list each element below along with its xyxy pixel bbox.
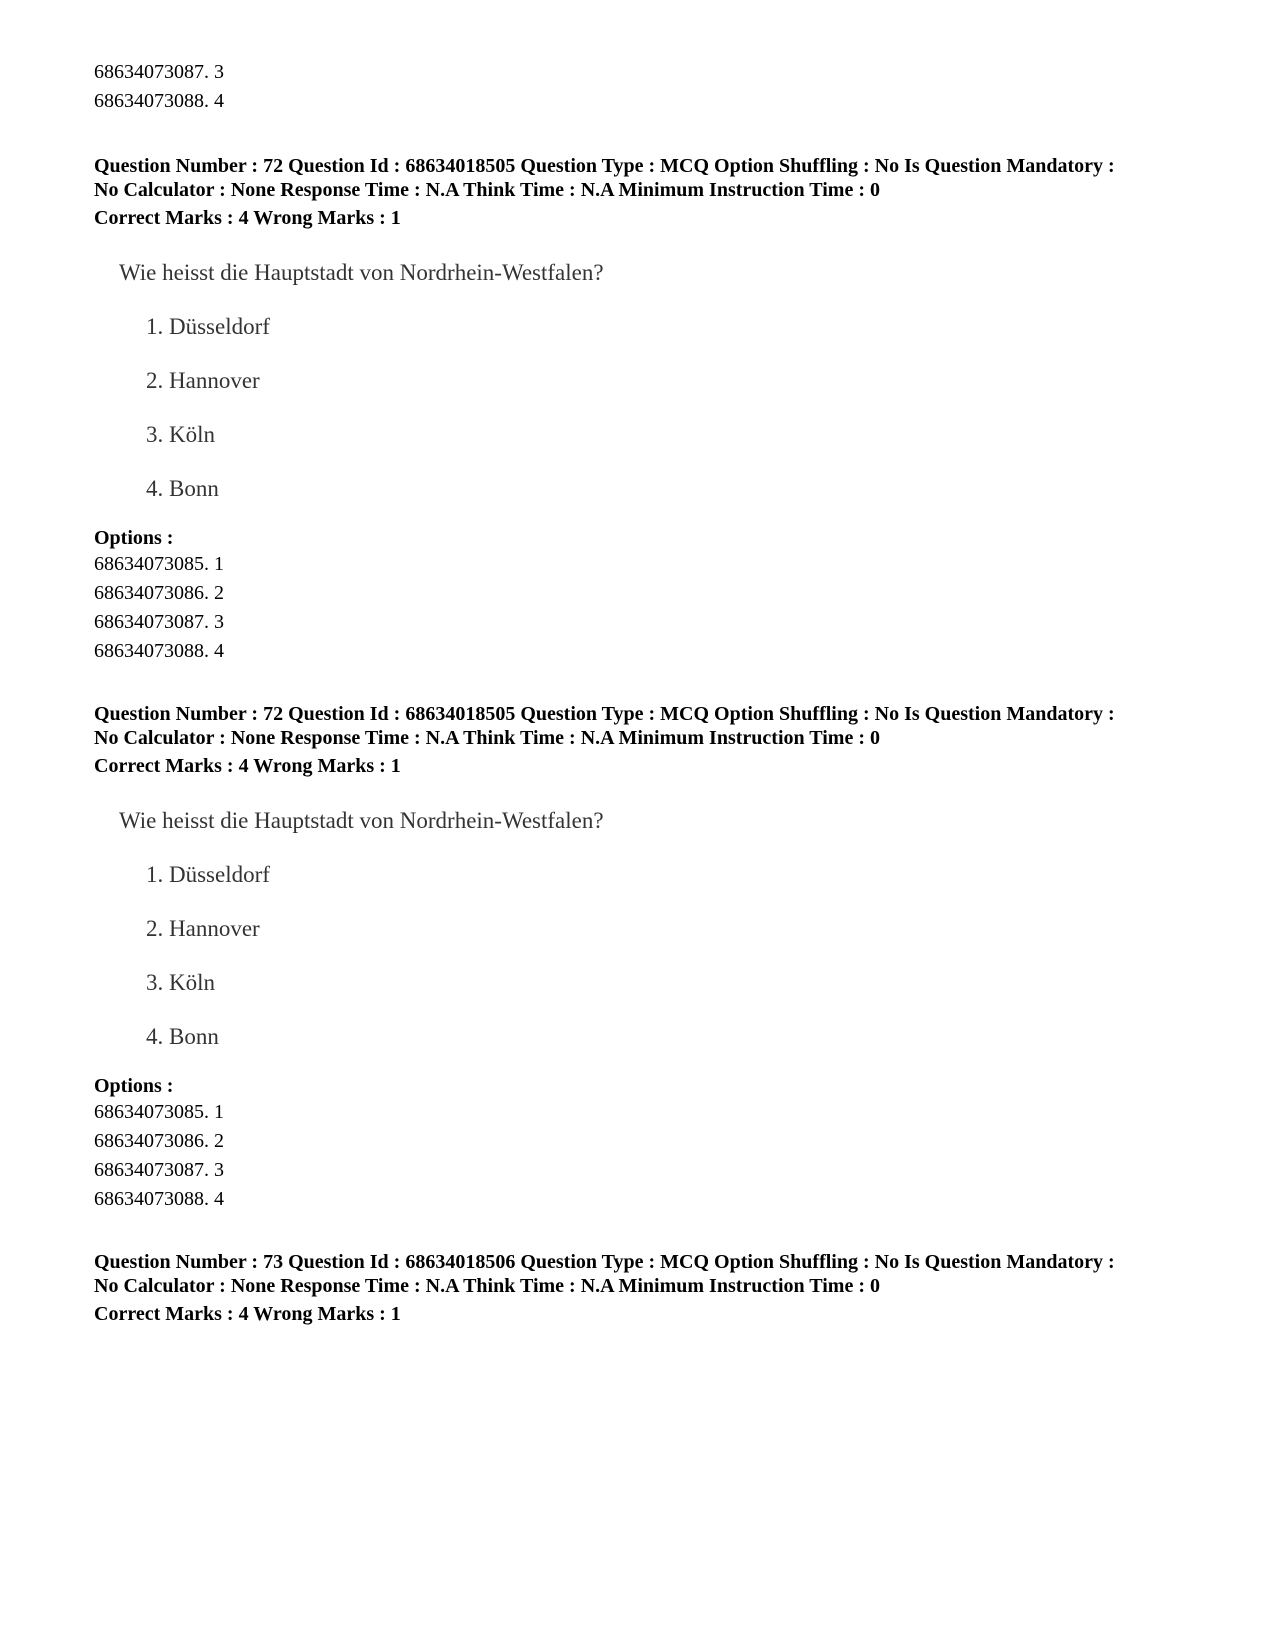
option-id-line: 68634073088. 4 xyxy=(94,90,224,112)
option-ids-list xyxy=(94,550,1224,666)
question-content xyxy=(119,258,1224,504)
choice-item: 2. Hannover xyxy=(146,368,260,393)
question-content xyxy=(119,806,1224,1052)
option-id-line: 68634073088. 4 xyxy=(94,640,224,662)
question-meta-line-2: No Calculator : None Response Time : N.A Think Time : N.A Minimum Instruction Time : 0 xyxy=(94,179,880,201)
previous-options-list xyxy=(94,58,1224,116)
options-label: Options : xyxy=(94,527,174,549)
choice-item: 4. Bonn xyxy=(146,1024,219,1049)
choice-item: 1. Düsseldorf xyxy=(146,862,270,887)
choice-item: 4. Bonn xyxy=(146,476,219,501)
question-meta-line-2: No Calculator : None Response Time : N.A Think Time : N.A Minimum Instruction Time : 0 xyxy=(94,727,880,749)
question-block xyxy=(94,1250,1224,1326)
choice-item: 3. Köln xyxy=(146,422,215,447)
option-id-line: 68634073087. 3 xyxy=(94,1159,224,1181)
question-meta-line-1: Question Number : 73 Question Id : 68634018506 Question Type : MCQ Option Shuffling : No Is Question Mandatory : xyxy=(94,1251,1115,1273)
question-meta-line-1: Question Number : 72 Question Id : 68634018505 Question Type : MCQ Option Shuffling : No Is Question Mandatory : xyxy=(94,703,1115,725)
option-id-line: 68634073085. 1 xyxy=(94,1101,224,1123)
question-marks: Correct Marks : 4 Wrong Marks : 1 xyxy=(94,755,401,777)
question-marks: Correct Marks : 4 Wrong Marks : 1 xyxy=(94,207,401,229)
option-id-line: 68634073086. 2 xyxy=(94,1130,224,1152)
question-marks: Correct Marks : 4 Wrong Marks : 1 xyxy=(94,1303,401,1325)
question-text: Wie heisst die Hauptstadt von Nordrhein-Westfalen? xyxy=(119,808,604,833)
question-header xyxy=(94,154,1224,230)
document-page xyxy=(94,58,1224,1326)
question-text: Wie heisst die Hauptstadt von Nordrhein-Westfalen? xyxy=(119,260,604,285)
question-meta-line-1: Question Number : 72 Question Id : 68634018505 Question Type : MCQ Option Shuffling : No Is Question Mandatory : xyxy=(94,155,1115,177)
options-label: Options : xyxy=(94,1075,174,1097)
option-id-line: 68634073088. 4 xyxy=(94,1188,224,1210)
question-block xyxy=(94,702,1224,1214)
question-meta-line-2: No Calculator : None Response Time : N.A Think Time : N.A Minimum Instruction Time : 0 xyxy=(94,1275,880,1297)
question-block xyxy=(94,154,1224,666)
option-id-line: 68634073087. 3 xyxy=(94,611,224,633)
question-header xyxy=(94,702,1224,778)
option-ids-list xyxy=(94,1098,1224,1214)
option-id-line: 68634073087. 3 xyxy=(94,61,224,83)
choice-item: 2. Hannover xyxy=(146,916,260,941)
question-header xyxy=(94,1250,1224,1326)
option-id-line: 68634073086. 2 xyxy=(94,582,224,604)
choice-item: 3. Köln xyxy=(146,970,215,995)
choice-item: 1. Düsseldorf xyxy=(146,314,270,339)
option-id-line: 68634073085. 1 xyxy=(94,553,224,575)
